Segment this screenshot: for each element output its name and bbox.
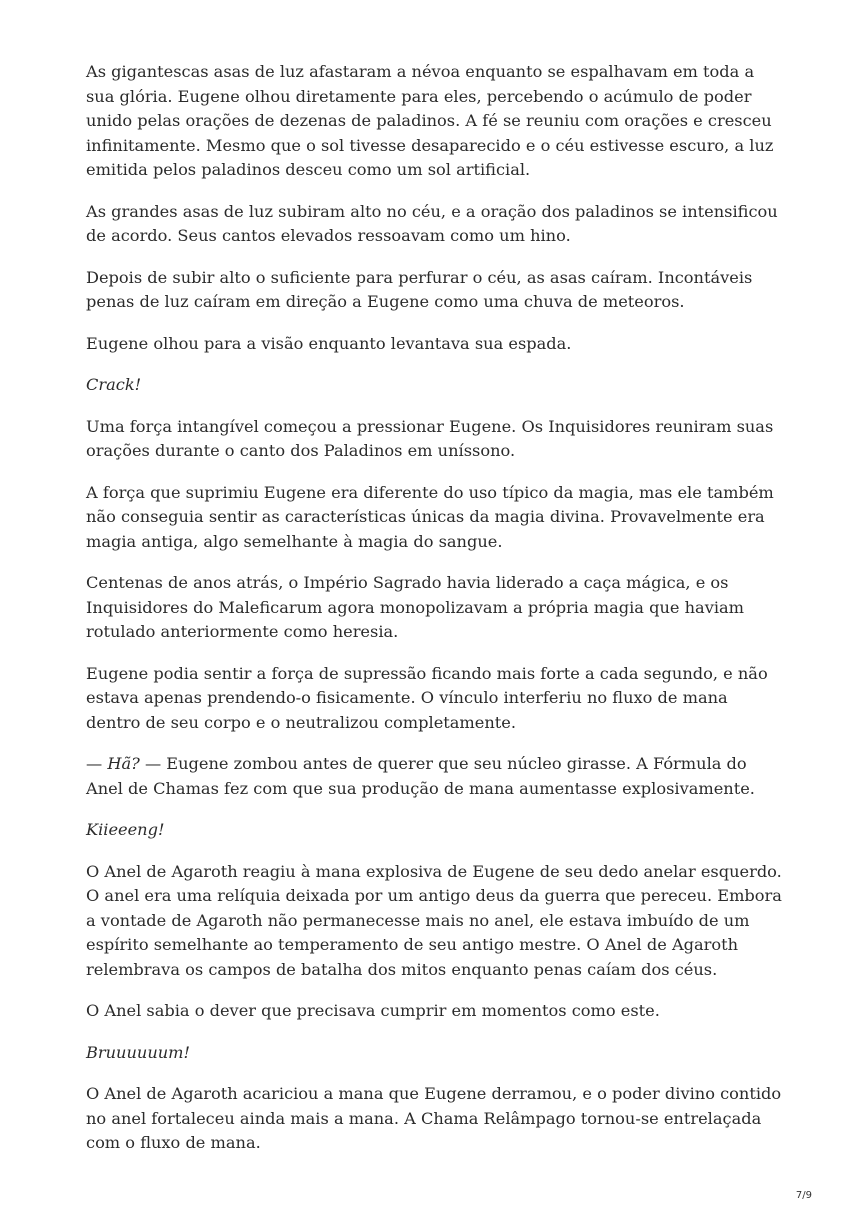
dialogue-emphasis: Hã?: [107, 754, 140, 773]
paragraph-15: O Anel de Agaroth acariciou a mana que Eugene derramou, e o poder divino contido no anel fortaleceu ainda mais a mana. A Chama Relâmpago tornou-se entrelaçada com o fluxo de mana.: [86, 1084, 782, 1152]
dialogue-dash: —: [86, 754, 108, 773]
page-number: 7/9: [795, 1190, 812, 1201]
paragraph-2: As grandes asas de luz subiram alto no céu, e a oração dos paladinos se intensificou de acordo. Seus cantos elevados ressoavam como um hino.: [86, 201, 778, 245]
sound-effect-kiieeeng: Kiieeeng!: [86, 820, 165, 839]
sound-effect-crack: Crack!: [86, 375, 142, 394]
paragraph-9: Eugene podia sentir a força de supressão ficando mais forte a cada segundo, e não estava apenas prendendo-o fisicamente. O vínculo interferiu no fluxo de mana dentro de seu corpo e o neutralizou completamente.: [86, 663, 768, 732]
document-page: [86, 60, 786, 1173]
paragraph-1: As gigantescas asas de luz afastaram a névoa enquanto se espalhavam em toda a sua glória. Eugene olhou diretamente para eles, percebendo o acúmulo de poder unido pelas orações de dezenas de paladinos. A fé se reuniu com orações e cresceu infinitamente. Mesmo que o sol tivesse desaparecido e o céu estivesse escuro, a luz emitida pelos paladinos desceu como um sol artificial.: [86, 62, 774, 179]
paragraph-7: A força que suprimiu Eugene era diferente do uso típico da magia, mas ele também não conseguia sentir as características únicas da magia divina. Provavelmente era magia antiga, algo semelhante à magia do sangue.: [86, 482, 774, 551]
paragraph-3: Depois de subir alto o suficiente para perfurar o céu, as asas caíram. Incontáveis penas de luz caíram em direção a Eugene como uma chuva de meteoros.: [86, 267, 753, 311]
dialogue-text: — Eugene zombou antes de querer que seu núcleo girasse. A Fórmula do Anel de Chamas fez com que sua produção de mana aumentasse explosivamente.: [86, 754, 755, 798]
paragraph-13: O Anel sabia o dever que precisava cumprir em momentos como este.: [86, 1001, 660, 1020]
paragraph-4: Eugene olhou para a visão enquanto levantava sua espada.: [86, 333, 572, 353]
paragraph-12: O Anel de Agaroth reagiu à mana explosiva de Eugene de seu dedo anelar esquerdo. O anel era uma relíquia deixada por um antigo deus da guerra que pereceu. Embora a vontade de Agaroth não permanecesse mais no anel, ele estava imbuído de um espírito semelhante ao temperamento de seu antigo mestre. O Anel de Agaroth relembrava os campos de batalha dos mitos enquanto penas caíam dos céus.: [86, 861, 782, 979]
sound-effect-bruuuuuum: Bruuuuuum!: [86, 1042, 191, 1062]
dialogue-paragraph: [86, 752, 786, 801]
paragraph-8: Centenas de anos atrás, o Império Sagrado havia liderado a caça mágica, e os Inquisidores do Maleficarum agora monopolizavam a própria magia que haviam rotulado anteriormente como heresia.: [86, 573, 745, 641]
paragraph-6: Uma força intangível começou a pressionar Eugene. Os Inquisidores reuniram suas orações durante o canto dos Paladinos em uníssono.: [86, 416, 774, 460]
